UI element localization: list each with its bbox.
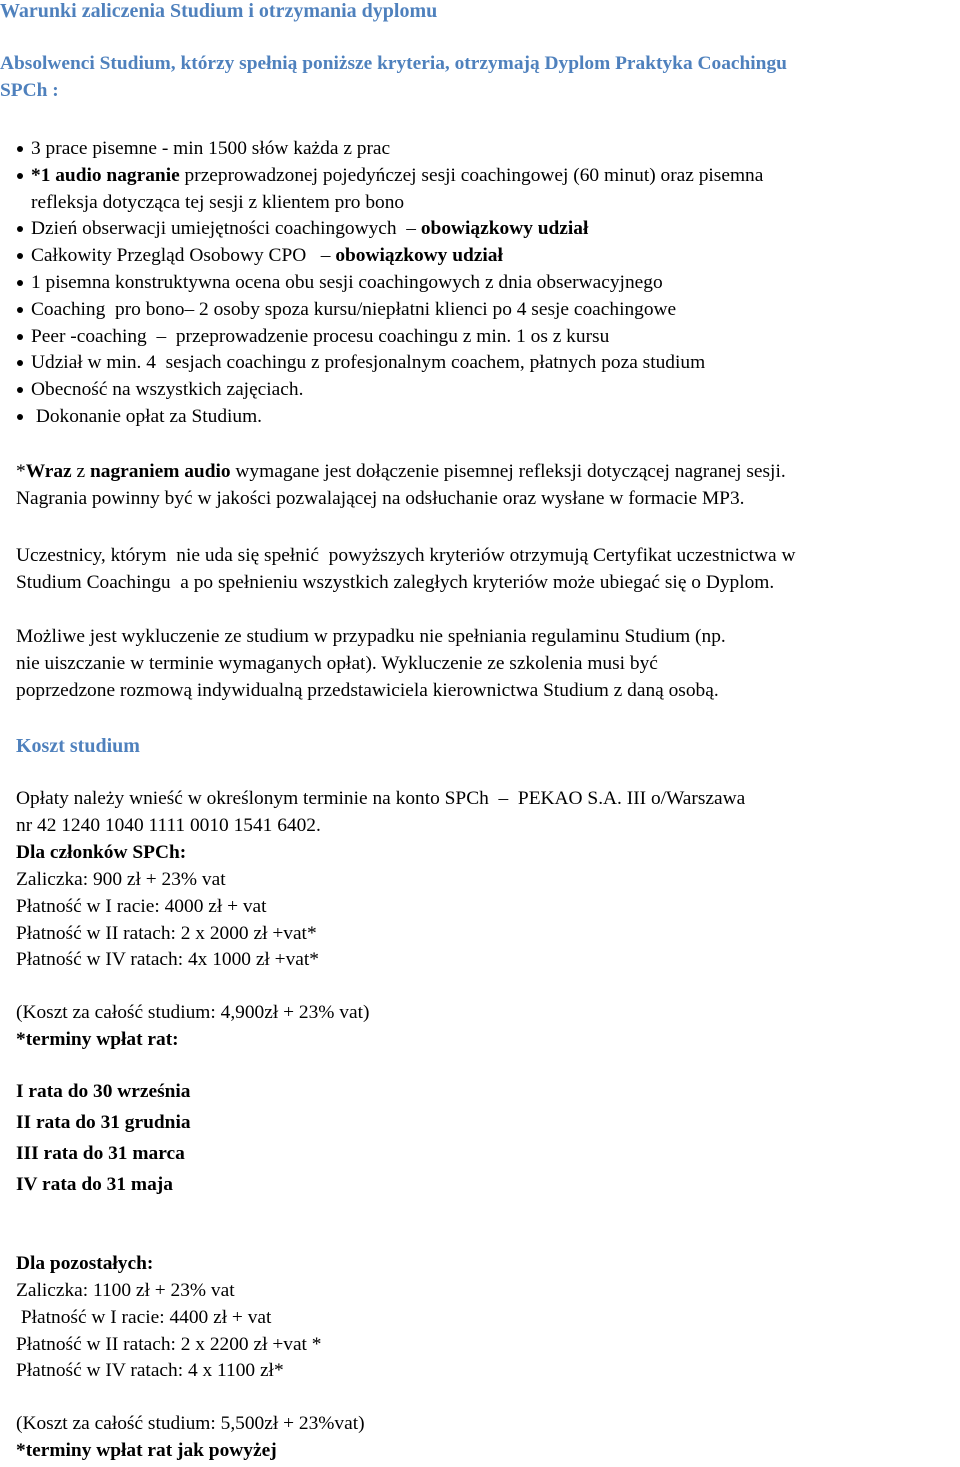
certificate-line-2: Studium Coachingu a po spełnieniu wszystkich zaległych kryteriów może ubiegać się o Dyplom.	[16, 572, 775, 593]
term-item: II rata do 31 grudnia	[16, 1112, 191, 1133]
page-title: Warunki zaliczenia Studium i otrzymania dyplomu	[0, 0, 438, 22]
term-item: III rata do 31 marca	[16, 1143, 185, 1164]
payment-line-1: Opłaty należy wnieść w określonym terminie na konto SPCh – PEKAO S.A. III o/Warszawa	[16, 788, 746, 809]
note-line-1: *Wraz z nagraniem audio wymagane jest dołączenie pisemnej refleksji dotyczącej nagranej sesji.	[16, 461, 786, 482]
payment-line-2: nr 42 1240 1040 1111 0010 1541 6402.	[16, 815, 321, 836]
others-terms-note: *terminy wpłat rat jak powyżej	[16, 1440, 277, 1461]
members-line: Płatność w IV ratach: 4x 1000 zł +vat*	[16, 949, 319, 970]
cost-heading: Koszt studium	[16, 735, 140, 757]
others-line: Płatność w II ratach: 2 x 2200 zł +vat *	[16, 1334, 322, 1355]
exclusion-line-1: Możliwe jest wykluczenie ze studium w przypadku nie spełniania regulaminu Studium (np.	[16, 626, 726, 647]
members-line: Zaliczka: 900 zł + 23% vat	[16, 869, 226, 890]
note-line-2: Nagrania powinny być w jakości pozwalającej na odsłuchanie oraz wysłane w formacie MP3.	[16, 488, 745, 509]
members-line: Płatność w II ratach: 2 x 2000 zł +vat*	[16, 923, 317, 944]
list-item: Coaching pro bono– 2 osoby spoza kursu/niepłatni klienci po 4 sesje coachingowe	[0, 297, 940, 324]
list-item: *1 audio nagranie przeprowadzonej pojedyńczej sesji coachingowej (60 minut) oraz pisemna refleksja dotycząca tej sesji z klientem pro bono	[0, 163, 940, 217]
others-total: (Koszt za całość studium: 5,500zł + 23%vat)	[16, 1413, 365, 1434]
criteria-list	[0, 136, 940, 431]
list-item: Całkowity Przegląd Osobowy CPO – obowiązkowy udział	[0, 243, 940, 270]
term-item: IV rata do 31 maja	[16, 1174, 173, 1195]
exclusion-line-3: poprzedzone rozmową indywidualną przedstawiciela kierownictwa Studium z daną osobą.	[16, 680, 719, 701]
others-heading: Dla pozostałych:	[16, 1253, 154, 1274]
others-line: Zaliczka: 1100 zł + 23% vat	[16, 1280, 235, 1301]
list-item: Udział w min. 4 sesjach coachingu z profesjonalnym coachem, płatnych poza studium	[0, 350, 940, 377]
list-item: Dokonanie opłat za Studium.	[0, 404, 940, 431]
list-item: Peer -coaching – przeprowadzenie procesu coachingu z min. 1 os z kursu	[0, 324, 940, 351]
members-total: (Koszt za całość studium: 4,900zł + 23% vat)	[16, 1002, 370, 1023]
others-line: Płatność w IV ratach: 4 x 1100 zł*	[16, 1360, 284, 1381]
list-item: Obecność na wszystkich zajęciach.	[0, 377, 940, 404]
members-line: Płatność w I racie: 4000 zł + vat	[16, 896, 267, 917]
list-item: 3 prace pisemne - min 1500 słów każda z prac	[0, 136, 940, 163]
exclusion-line-2: nie uiszczanie w terminie wymaganych opłat). Wykluczenie ze szkolenia musi być	[16, 653, 658, 674]
members-terms-heading: *terminy wpłat rat:	[16, 1029, 179, 1050]
list-item: 1 pisemna konstruktywna ocena obu sesji coachingowych z dnia obserwacyjnego	[0, 270, 940, 297]
certificate-line-1: Uczestnicy, którym nie uda się spełnić powyższych kryteriów otrzymują Certyfikat uczestnictwa w	[16, 545, 796, 566]
intro-line-1: Absolwenci Studium, którzy spełnią poniższe kryteria, otrzymają Dyplom Praktyka Coachingu	[0, 53, 787, 74]
intro-line-2: SPCh :	[0, 80, 59, 101]
term-item: I rata do 30 września	[16, 1081, 191, 1102]
members-heading: Dla członków SPCh:	[16, 842, 187, 863]
list-item: Dzień obserwacji umiejętności coachingowych – obowiązkowy udział	[0, 216, 940, 243]
others-line: Płatność w I racie: 4400 zł + vat	[16, 1307, 272, 1328]
